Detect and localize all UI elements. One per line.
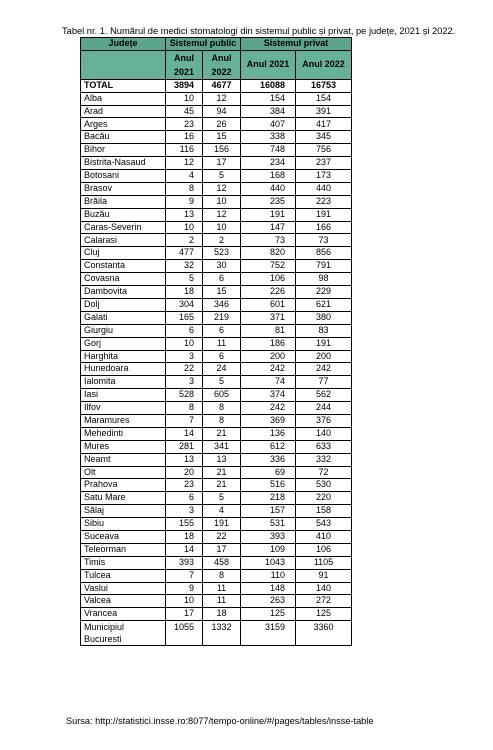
table-row: [81, 479, 352, 492]
private-2021-value: 242: [241, 402, 296, 415]
county-name: Ialomita: [81, 376, 166, 389]
county-name: Constanta: [81, 260, 166, 273]
public-2021-value: 7: [166, 414, 203, 427]
table-row: [81, 118, 352, 131]
public-2021-value: 17: [166, 608, 203, 621]
county-name: Olt: [81, 466, 166, 479]
header-county-spacer: [81, 50, 166, 79]
private-2022-value: 220: [296, 492, 352, 505]
county-name: Alba: [81, 92, 166, 105]
private-2021-value: 371: [241, 311, 296, 324]
private-2021-value: 407: [241, 118, 296, 131]
table-row: [81, 595, 352, 608]
private-2021-value: 186: [241, 337, 296, 350]
private-2022-value: 417: [296, 118, 352, 131]
public-2022-value: 11: [203, 582, 241, 595]
private-2022-value: 380: [296, 311, 352, 324]
private-2021-value: 69: [241, 466, 296, 479]
public-2021-value: 165: [166, 311, 203, 324]
table-row: [81, 543, 352, 556]
public-2021-value: 13: [166, 453, 203, 466]
private-2022-value: 200: [296, 350, 352, 363]
private-2022-value: 72: [296, 466, 352, 479]
public-2021-value: 14: [166, 543, 203, 556]
public-2022-value: 22: [203, 530, 241, 543]
public-2021-value: 116: [166, 144, 203, 157]
private-2021-value: 234: [241, 157, 296, 170]
county-name: Sibiu: [81, 518, 166, 531]
private-2021-value: 191: [241, 208, 296, 221]
county-name: Prahova: [81, 479, 166, 492]
private-2021-value: 336: [241, 453, 296, 466]
public-2021-value: 281: [166, 440, 203, 453]
private-2022-value: 562: [296, 389, 352, 402]
public-2021-value: 3: [166, 376, 203, 389]
county-name: Giurgiu: [81, 324, 166, 337]
private-2022-value: 621: [296, 298, 352, 311]
county-name: Vrancea: [81, 608, 166, 621]
county-name: Botosani: [81, 170, 166, 183]
private-2022-value: 16753: [296, 79, 352, 92]
table-row: [81, 466, 352, 479]
public-2021-value: 4: [166, 170, 203, 183]
public-2022-value: 5: [203, 492, 241, 505]
private-2022-value: 106: [296, 543, 352, 556]
private-2021-value: 218: [241, 492, 296, 505]
header-public-2022-line2: 2022: [211, 66, 232, 77]
public-2022-value: 341: [203, 440, 241, 453]
public-2022-value: 10: [203, 195, 241, 208]
private-2022-value: 391: [296, 105, 352, 118]
public-2022-value: 605: [203, 389, 241, 402]
private-2022-value: 173: [296, 170, 352, 183]
county-name: Covasna: [81, 273, 166, 286]
county-name: Arad: [81, 105, 166, 118]
public-2022-value: 4: [203, 505, 241, 518]
public-2022-value: 458: [203, 556, 241, 569]
header-public-2022-line1: Anul: [211, 52, 232, 63]
private-2021-value: 106: [241, 273, 296, 286]
table-row: [81, 157, 352, 170]
public-2021-value: 32: [166, 260, 203, 273]
county-name: Calarasi: [81, 234, 166, 247]
private-2022-value: 410: [296, 530, 352, 543]
public-2022-value: 15: [203, 131, 241, 144]
header-public-system: Sistemul public: [166, 38, 241, 51]
county-name: Neamt: [81, 453, 166, 466]
header-private-2021: Anul 2021: [241, 50, 296, 79]
table-row: [81, 131, 352, 144]
table-row: [81, 440, 352, 453]
table-row: [81, 556, 352, 569]
private-2021-value: 369: [241, 414, 296, 427]
table-caption: Tabel nr. 1. Numărul de medici stomatologi din sistemul public și privat, pe județe, 2021 și 2022.: [62, 26, 456, 36]
county-name: Mures: [81, 440, 166, 453]
county-name: Teleorman: [81, 543, 166, 556]
header-private-system: Sistemul privat: [241, 38, 352, 51]
public-2021-value: 18: [166, 286, 203, 299]
public-2022-value: 219: [203, 311, 241, 324]
private-2021-value: 820: [241, 247, 296, 260]
table-row: [81, 621, 352, 646]
private-2021-value: 148: [241, 582, 296, 595]
private-2021-value: 147: [241, 221, 296, 234]
county-name: Cluj: [81, 247, 166, 260]
private-2021-value: 752: [241, 260, 296, 273]
county-name: Timis: [81, 556, 166, 569]
public-2021-value: 6: [166, 492, 203, 505]
public-2022-value: 10: [203, 221, 241, 234]
table-row: [81, 453, 352, 466]
county-name: Ilfov: [81, 402, 166, 415]
source-note: Sursa: http://statistici.insse.ro:8077/tempo-online/#/pages/tables/insse-table: [66, 716, 374, 726]
county-name: Brasov: [81, 182, 166, 195]
private-2022-value: 140: [296, 427, 352, 440]
private-2022-value: 140: [296, 582, 352, 595]
header-public-2022: [203, 50, 241, 79]
table-row: [81, 311, 352, 324]
public-2022-value: 17: [203, 543, 241, 556]
public-2021-value: 8: [166, 402, 203, 415]
private-2021-value: 226: [241, 286, 296, 299]
private-2021-value: 242: [241, 363, 296, 376]
private-2022-value: 332: [296, 453, 352, 466]
table-row: [81, 260, 352, 273]
private-2022-value: 223: [296, 195, 352, 208]
table-row: [81, 505, 352, 518]
header-public-2021-line2: 2021: [173, 66, 195, 77]
private-2021-value: 263: [241, 595, 296, 608]
county-name: Valcea: [81, 595, 166, 608]
county-name: Bihor: [81, 144, 166, 157]
private-2022-value: 756: [296, 144, 352, 157]
table-row: [81, 273, 352, 286]
public-2021-value: 14: [166, 427, 203, 440]
dentists-table: [80, 37, 352, 646]
private-2022-value: 191: [296, 337, 352, 350]
public-2022-value: 11: [203, 595, 241, 608]
table-row: [81, 582, 352, 595]
county-name: Arges: [81, 118, 166, 131]
private-2021-value: 154: [241, 92, 296, 105]
table-row: [81, 492, 352, 505]
private-2022-value: 1105: [296, 556, 352, 569]
county-name: Municipiul Bucuresti: [81, 621, 166, 646]
private-2021-value: 74: [241, 376, 296, 389]
private-2022-value: 98: [296, 273, 352, 286]
private-2022-value: 73: [296, 234, 352, 247]
county-name: Mehedinti: [81, 427, 166, 440]
table-row: [81, 518, 352, 531]
public-2021-value: 304: [166, 298, 203, 311]
private-2022-value: 272: [296, 595, 352, 608]
county-name: Bistrita-Nasaud: [81, 157, 166, 170]
public-2022-value: 12: [203, 182, 241, 195]
table-row: [81, 414, 352, 427]
county-name: Harghita: [81, 350, 166, 363]
table-row: [81, 195, 352, 208]
county-name: Caras-Severin: [81, 221, 166, 234]
table-row: [81, 569, 352, 582]
private-2022-value: 856: [296, 247, 352, 260]
private-2022-value: 154: [296, 92, 352, 105]
private-2022-value: 83: [296, 324, 352, 337]
public-2022-value: 18: [203, 608, 241, 621]
table-row: [81, 170, 352, 183]
private-2021-value: 157: [241, 505, 296, 518]
private-2021-value: 374: [241, 389, 296, 402]
table-row: [81, 247, 352, 260]
public-2021-value: 10: [166, 221, 203, 234]
public-2022-value: 13: [203, 453, 241, 466]
private-2021-value: 1043: [241, 556, 296, 569]
table-row: [81, 208, 352, 221]
private-2021-value: 338: [241, 131, 296, 144]
header-public-2021: [166, 50, 203, 79]
public-2021-value: 3: [166, 505, 203, 518]
public-2022-value: 156: [203, 144, 241, 157]
county-name: Dambovita: [81, 286, 166, 299]
public-2022-value: 1332: [203, 621, 241, 646]
public-2022-value: 94: [203, 105, 241, 118]
public-2021-value: 155: [166, 518, 203, 531]
private-2022-value: 158: [296, 505, 352, 518]
table-row: [81, 298, 352, 311]
public-2022-value: 346: [203, 298, 241, 311]
public-2021-value: 6: [166, 324, 203, 337]
private-2021-value: 16088: [241, 79, 296, 92]
public-2021-value: 10: [166, 595, 203, 608]
public-2021-value: 16: [166, 131, 203, 144]
private-2021-value: 531: [241, 518, 296, 531]
public-2021-value: 45: [166, 105, 203, 118]
table-row: [81, 144, 352, 157]
county-name: Sălaj: [81, 505, 166, 518]
private-2021-value: 516: [241, 479, 296, 492]
public-2022-value: 5: [203, 376, 241, 389]
public-2021-value: 12: [166, 157, 203, 170]
private-2022-value: 191: [296, 208, 352, 221]
county-name: Brăila: [81, 195, 166, 208]
private-2022-value: 166: [296, 221, 352, 234]
public-2022-value: 2: [203, 234, 241, 247]
county-name: Suceava: [81, 530, 166, 543]
table-row: [81, 182, 352, 195]
public-2022-value: 6: [203, 350, 241, 363]
private-2022-value: 237: [296, 157, 352, 170]
public-2021-value: 10: [166, 92, 203, 105]
public-2022-value: 21: [203, 427, 241, 440]
public-2021-value: 8: [166, 182, 203, 195]
county-name: Bacău: [81, 131, 166, 144]
public-2022-value: 523: [203, 247, 241, 260]
county-name: Hunedoara: [81, 363, 166, 376]
public-2022-value: 26: [203, 118, 241, 131]
private-2022-value: 376: [296, 414, 352, 427]
public-2022-value: 30: [203, 260, 241, 273]
county-name: Tulcea: [81, 569, 166, 582]
table-row: [81, 92, 352, 105]
table-row: [81, 389, 352, 402]
header-public-2021-line1: Anul: [174, 52, 194, 63]
private-2022-value: 543: [296, 518, 352, 531]
private-2022-value: 633: [296, 440, 352, 453]
public-2021-value: 2: [166, 234, 203, 247]
private-2021-value: 73: [241, 234, 296, 247]
private-2021-value: 440: [241, 182, 296, 195]
public-2022-value: 8: [203, 414, 241, 427]
public-2021-value: 9: [166, 195, 203, 208]
public-2022-value: 15: [203, 286, 241, 299]
table-row: [81, 402, 352, 415]
public-2021-value: 528: [166, 389, 203, 402]
private-2021-value: 235: [241, 195, 296, 208]
county-name: Vaslui: [81, 582, 166, 595]
private-2022-value: 3360: [296, 621, 352, 646]
private-2022-value: 244: [296, 402, 352, 415]
public-2021-value: 20: [166, 466, 203, 479]
table-row: [81, 234, 352, 247]
public-2021-value: 3894: [166, 79, 203, 92]
public-2022-value: 191: [203, 518, 241, 531]
private-2022-value: 77: [296, 376, 352, 389]
table-row: [81, 105, 352, 118]
private-2021-value: 384: [241, 105, 296, 118]
table-row: [81, 286, 352, 299]
private-2021-value: 200: [241, 350, 296, 363]
private-2021-value: 136: [241, 427, 296, 440]
private-2022-value: 91: [296, 569, 352, 582]
table-row: [81, 530, 352, 543]
public-2022-value: 12: [203, 208, 241, 221]
private-2022-value: 229: [296, 286, 352, 299]
public-2021-value: 7: [166, 569, 203, 582]
public-2021-value: 22: [166, 363, 203, 376]
county-name: Buzău: [81, 208, 166, 221]
public-2021-value: 13: [166, 208, 203, 221]
public-2022-value: 12: [203, 92, 241, 105]
public-2022-value: 4677: [203, 79, 241, 92]
private-2022-value: 791: [296, 260, 352, 273]
private-2022-value: 125: [296, 608, 352, 621]
county-name: Iasi: [81, 389, 166, 402]
public-2021-value: 10: [166, 337, 203, 350]
private-2021-value: 612: [241, 440, 296, 453]
table-row: [81, 337, 352, 350]
public-2022-value: 11: [203, 337, 241, 350]
private-2021-value: 393: [241, 530, 296, 543]
county-name: TOTAL: [81, 79, 166, 92]
public-2021-value: 18: [166, 530, 203, 543]
table-row: [81, 221, 352, 234]
public-2021-value: 1055: [166, 621, 203, 646]
public-2022-value: 5: [203, 170, 241, 183]
private-2021-value: 81: [241, 324, 296, 337]
private-2022-value: 530: [296, 479, 352, 492]
total-row: [81, 79, 352, 92]
private-2021-value: 168: [241, 170, 296, 183]
public-2021-value: 23: [166, 118, 203, 131]
public-2021-value: 3: [166, 350, 203, 363]
public-2022-value: 8: [203, 402, 241, 415]
table-row: [81, 608, 352, 621]
public-2022-value: 21: [203, 479, 241, 492]
header-private-2022: Anul 2022: [296, 50, 352, 79]
private-2022-value: 242: [296, 363, 352, 376]
table-row: [81, 376, 352, 389]
county-name: Maramures: [81, 414, 166, 427]
table-row: [81, 427, 352, 440]
public-2021-value: 477: [166, 247, 203, 260]
county-name: Satu Mare: [81, 492, 166, 505]
private-2021-value: 3159: [241, 621, 296, 646]
public-2022-value: 17: [203, 157, 241, 170]
table-row: [81, 363, 352, 376]
public-2022-value: 6: [203, 324, 241, 337]
public-2021-value: 9: [166, 582, 203, 595]
public-2022-value: 6: [203, 273, 241, 286]
private-2021-value: 109: [241, 543, 296, 556]
public-2022-value: 21: [203, 466, 241, 479]
public-2021-value: 5: [166, 273, 203, 286]
table-row: [81, 324, 352, 337]
private-2022-value: 440: [296, 182, 352, 195]
county-name: Galati: [81, 311, 166, 324]
public-2021-value: 393: [166, 556, 203, 569]
private-2021-value: 601: [241, 298, 296, 311]
private-2021-value: 748: [241, 144, 296, 157]
county-name: Dolj: [81, 298, 166, 311]
public-2022-value: 24: [203, 363, 241, 376]
county-name: Gorj: [81, 337, 166, 350]
public-2022-value: 8: [203, 569, 241, 582]
header-county: Județe: [81, 38, 166, 51]
private-2021-value: 125: [241, 608, 296, 621]
public-2021-value: 23: [166, 479, 203, 492]
table-row: [81, 350, 352, 363]
private-2022-value: 345: [296, 131, 352, 144]
private-2021-value: 110: [241, 569, 296, 582]
